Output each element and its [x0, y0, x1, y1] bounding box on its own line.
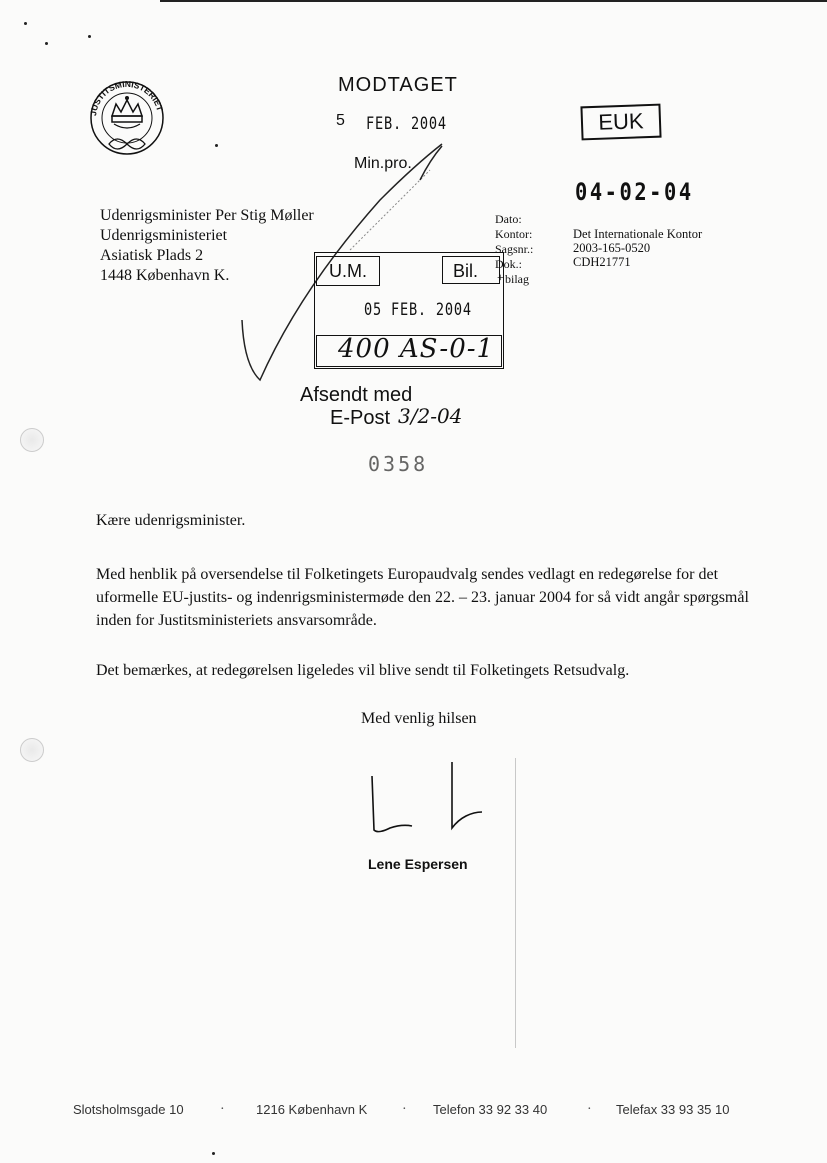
footer-separator: ·: [587, 1102, 592, 1117]
bil-label: Bil.: [442, 256, 500, 284]
handwritten-date: 04-02-04: [575, 178, 694, 206]
handwritten-reference: 400 AS-0-1: [338, 334, 495, 364]
received-stamp-day: 5: [336, 112, 345, 129]
meta-values: [573, 227, 702, 269]
svg-text:JUSTITSMINISTERIET: JUSTITSMINISTERIET: [88, 78, 166, 117]
punch-hole: [20, 738, 44, 762]
letter-greeting: Kære udenrigsminister.: [96, 512, 246, 529]
recipient-line: Asiatisk Plads 2: [100, 247, 204, 264]
um-label: U.M.: [316, 256, 380, 286]
recipient-line: 1448 København K.: [100, 267, 230, 284]
top-rule: [160, 0, 827, 2]
letter-paragraph: Med henblik på oversendelse til Folketingets Europaudvalg sendes vedlagt en redegørelse for det uformelle EU-justits- og indenrigsministermøde den 22. – 23. januar 2004 for så vidt angår spørgsmål inden for Justitsministeriets ansvarsområde.: [96, 566, 749, 629]
recipient-line: Udenrigsminister Per Stig Møller: [100, 207, 314, 224]
speck: [212, 1152, 215, 1155]
meta-label: Sagsnr.:: [495, 242, 534, 256]
meta-label: bilag: [505, 272, 529, 286]
received-stamp-date: FEB. 2004: [366, 114, 447, 134]
received-stamp-label: MODTAGET: [338, 74, 458, 96]
recipient-address: [100, 206, 314, 286]
speck: [88, 35, 91, 38]
meta-sagsnr: 2003-165-0520: [573, 241, 651, 255]
speck: [24, 22, 27, 25]
sent-stamp-line1: Afsendt med: [300, 384, 413, 406]
footer-address: Slotsholmsgade 10: [73, 1102, 184, 1117]
meta-label: Kontor:: [495, 227, 533, 241]
meta-dok: CDH21771: [573, 255, 631, 269]
stamp-number: 0358: [368, 452, 429, 476]
speck: [215, 144, 218, 147]
meta-kontor: Det Internationale Kontor: [573, 227, 703, 241]
euk-stamp: EUK: [580, 104, 661, 141]
footer-separator: ·: [402, 1102, 407, 1117]
punch-hole: [20, 428, 44, 452]
signature-image: [360, 758, 490, 838]
footer-separator: ·: [220, 1102, 225, 1117]
footer-city: 1216 København K: [256, 1102, 368, 1117]
fold-line: [515, 758, 516, 1048]
footer-fax: Telefax 33 93 35 10: [616, 1102, 730, 1117]
um-date: 05 FEB. 2004: [364, 300, 472, 320]
sent-stamp-date: 3/2-04: [398, 404, 463, 428]
letter-paragraph: Det bemærkes, at redegørelsen ligeledes vil blive sendt til Folketingets Retsudvalg.: [96, 662, 630, 679]
recipient-line: Udenrigsministeriet: [100, 227, 228, 244]
crown-seal-icon: [84, 74, 170, 156]
letter-closing: Med venlig hilsen: [361, 710, 477, 727]
signer-name: Lene Espersen: [368, 856, 468, 872]
bil-plus: +: [497, 270, 504, 284]
speck: [45, 42, 48, 45]
meta-label: Dok.:: [495, 257, 522, 271]
meta-label: Dato:: [495, 212, 522, 226]
footer-phone: Telefon 33 92 33 40: [433, 1102, 548, 1117]
sent-stamp-line2: E-Post: [330, 407, 391, 429]
min-pro-label: Min.pro.: [354, 155, 412, 172]
